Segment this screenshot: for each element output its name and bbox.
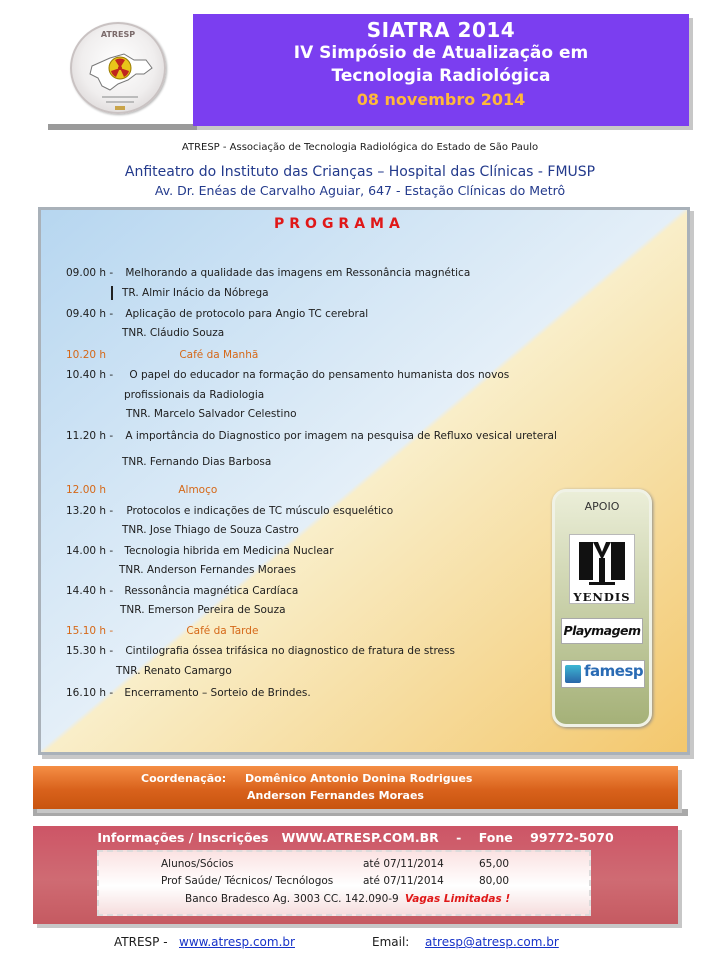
program-row-break — [66, 349, 258, 361]
price-category: Prof Saúde/ Técnicos/ Tecnólogos — [161, 875, 334, 887]
yendis-logo — [569, 534, 635, 604]
coordination-bar — [33, 766, 678, 809]
session-title: Melhorando a qualidade das imagens em Ressonância magnética — [125, 267, 471, 279]
session-speaker: TNR. Jose Thiago de Souza Castro — [122, 524, 299, 536]
yendis-mark-icon — [575, 538, 629, 588]
break-title: Café da Manhã — [179, 349, 259, 361]
famesp-label: famesp — [584, 662, 644, 680]
program-row — [66, 545, 334, 557]
coordination-label: Coordenação: — [141, 772, 227, 785]
session-time: 14.00 h - — [66, 545, 114, 557]
session-speaker: TNR. Fernando Dias Barbosa — [122, 456, 272, 468]
program-row — [66, 505, 393, 517]
limited-spots-note: Vagas Limitadas ! — [405, 893, 511, 905]
header-rule — [48, 124, 200, 130]
session-title: Encerramento – Sorteio de Brindes. — [124, 687, 311, 699]
session-speaker: TNR. Cláudio Souza — [122, 327, 225, 339]
price-category: Alunos/Sócios — [161, 858, 234, 870]
price-value: 80,00 — [479, 875, 510, 887]
event-subtitle-line1: IV Simpósio de Atualização em — [293, 43, 589, 63]
break-title: Almoço — [178, 484, 218, 496]
event-title: SIATRA 2014 — [366, 18, 516, 42]
registration-info — [33, 826, 678, 924]
address-line: Av. Dr. Enéas de Carvalho Aguiar, 647 - Estação Clínicas do Metrô — [154, 183, 566, 198]
atresp-logo — [70, 22, 166, 114]
session-title-cont: profissionais da Radiologia — [124, 389, 265, 401]
price-deadline: até 07/11/2014 — [363, 858, 444, 870]
sponsors-panel — [552, 489, 652, 727]
program-row — [66, 308, 368, 320]
association-line: ATRESP - Associação de Tecnologia Radiológica do Estado de São Paulo — [181, 142, 539, 153]
program-row-break — [66, 484, 217, 496]
session-title: Aplicação de protocolo para Angio TC cerebral — [125, 308, 369, 320]
event-subtitle-line2: Tecnologia Radiológica — [331, 66, 551, 86]
session-speaker: TR. Almir Inácio da Nóbrega — [122, 287, 269, 299]
session-time: 16.10 h - — [66, 687, 114, 699]
price-value: 65,00 — [479, 858, 510, 870]
session-title: A importância do Diagnostico por imagem na pesquisa de Refluxo vesical ureteral — [125, 430, 557, 442]
event-header — [193, 14, 689, 126]
program-heading: PROGRAMA — [274, 216, 405, 232]
playmagem-logo: Playmagem — [561, 618, 643, 644]
bank-details: Banco Bradesco Ag. 3003 CC. 142.090-9 — [185, 893, 399, 905]
venue-line: Anfiteatro do Instituto das Crianças – Hospital das Clínicas - FMUSP — [124, 164, 596, 180]
session-speaker: TNR. Renato Camargo — [116, 665, 232, 677]
session-time: 14.40 h - — [66, 585, 114, 597]
break-time: 15.10 h - — [66, 625, 114, 637]
break-time: 10.20 h — [66, 349, 107, 361]
program-row — [66, 369, 509, 381]
website-link[interactable]: www.atresp.com.br — [179, 935, 295, 949]
session-time: 15.30 h - — [66, 645, 114, 657]
speaker-marker — [111, 286, 113, 300]
program-row-break — [66, 625, 258, 637]
session-title: Tecnologia hibrida em Medicina Nuclear — [124, 545, 334, 557]
email-link[interactable]: atresp@atresp.com.br — [425, 935, 559, 949]
session-time: 09.00 h - — [66, 267, 114, 279]
famesp-mark-icon — [565, 665, 581, 683]
session-time: 10.40 h - — [66, 369, 114, 381]
session-speaker: TNR. Anderson Fernandes Moraes — [119, 564, 296, 576]
footer-label: ATRESP - — [114, 935, 168, 949]
pricing-box — [97, 850, 591, 916]
sponsors-title: APOIO — [584, 500, 620, 513]
session-title: O papel do educador na formação do pensamento humanista dos novos — [129, 369, 510, 381]
session-time: 09.40 h - — [66, 308, 114, 320]
logo-text: ATRESP — [100, 30, 136, 39]
program-row — [66, 430, 557, 442]
email-label: Email: — [372, 935, 410, 949]
yendis-label: YENDIS — [573, 590, 631, 604]
session-time: 13.20 h - — [66, 505, 114, 517]
session-speaker: TNR. Emerson Pereira de Souza — [120, 604, 286, 616]
coordinator-name: Domênico Antonio Donina Rodrigues — [245, 772, 473, 785]
coordinator-name: Anderson Fernandes Moraes — [247, 789, 424, 802]
coordination-rule — [33, 809, 688, 816]
program-row — [66, 687, 311, 699]
break-time: 12.00 h — [66, 484, 107, 496]
program-row — [66, 267, 470, 279]
session-title: Ressonância magnética Cardíaca — [124, 585, 299, 597]
famesp-logo — [561, 660, 645, 688]
program-row — [66, 645, 455, 657]
session-title: Protocolos e indicações de TC músculo esquelético — [126, 505, 394, 517]
event-date: 08 novembro 2014 — [356, 90, 526, 109]
session-title: Cintilografia óssea trifásica no diagnostico de fratura de stress — [125, 645, 455, 657]
break-title: Café da Tarde — [186, 625, 259, 637]
registration-heading: Informações / Inscrições WWW.ATRESP.COM.BR - Fone 99772-5070 — [97, 830, 614, 845]
session-speaker: TNR. Marcelo Salvador Celestino — [126, 408, 297, 420]
session-time: 11.20 h - — [66, 430, 114, 442]
price-deadline: até 07/11/2014 — [363, 875, 444, 887]
program-row — [66, 585, 298, 597]
